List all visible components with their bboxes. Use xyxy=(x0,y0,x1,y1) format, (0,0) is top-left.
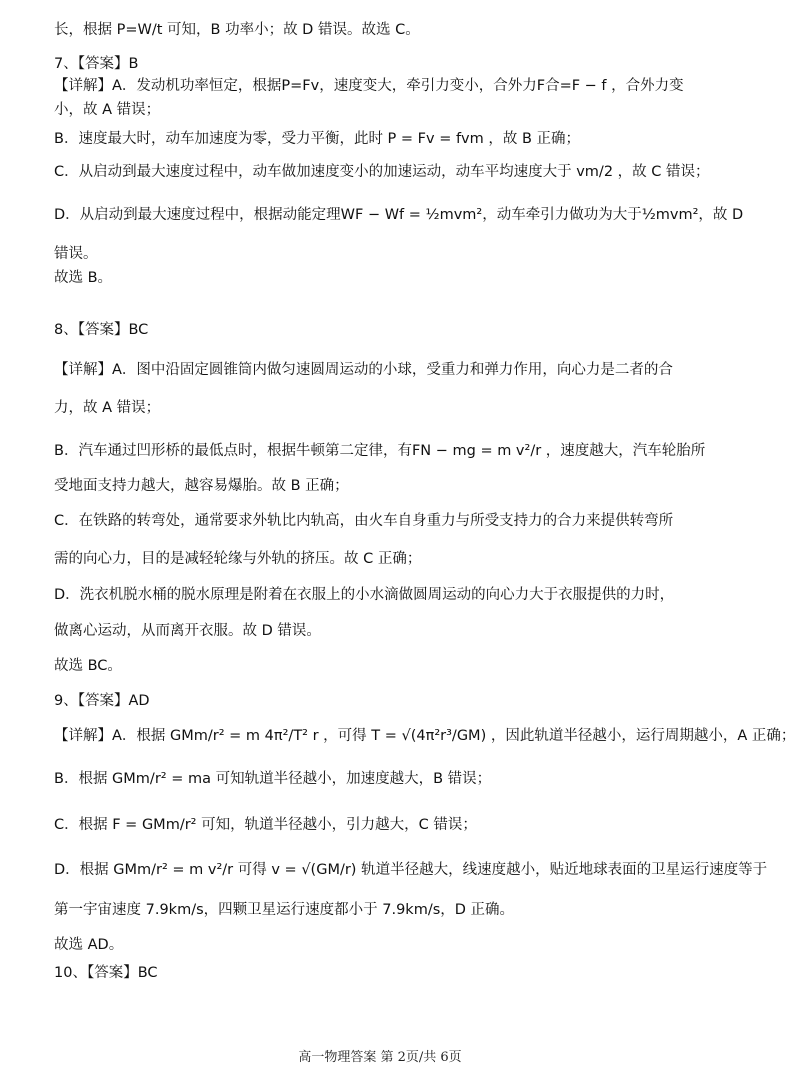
text-line: 受地面支持力越大，越容易爆胎。故 B 正确； xyxy=(54,478,349,494)
text-line: B．汽车通过凹形桥的最低点时，根据牛顿第二定律，有FN − mg = m v²/r ，速度越大，汽车轮胎所 xyxy=(54,443,706,459)
text-line: 故选 B。 xyxy=(54,270,113,286)
text-line: 错误。 xyxy=(54,246,98,262)
text-line: 故选 BC。 xyxy=(54,658,122,674)
answer-heading-10: 10、【答案】BC xyxy=(54,965,158,981)
text-line: D．洗衣机脱水桶的脱水原理是附着在衣服上的小水滴做圆周运动的向心力大于衣服提供的力时， xyxy=(54,587,675,603)
text-line: C．根据 F = GMm/r² 可知，轨道半径越小，引力越大，C 错误； xyxy=(54,817,477,833)
text-line: C．从启动到最大速度过程中，动车做加速度变小的加速运动，动车平均速度大于 vm/2 ，故 C 错误； xyxy=(54,164,710,180)
text-line: 【详解】A．图中沿固定圆锥筒内做匀速圆周运动的小球，受重力和弹力作用，向心力是二者的合 xyxy=(54,362,673,378)
text-line: 故选 AD。 xyxy=(54,937,124,953)
text-line: 【详解】A．根据 GMm/r² = m 4π²/T² r ，可得 T = √(4π²r³/GM) ，因此轨道半径越小，运行周期越小，A 正确； xyxy=(54,728,795,744)
text-line: B．速度最大时，动车加速度为零，受力平衡，此时 P = Fv = fvm ，故 B 正确； xyxy=(54,131,581,147)
text-line: D．从启动到最大速度过程中，根据动能定理WF − Wf = ½mvm²，动车牵引力做功为大于½mvm²，故 D xyxy=(54,207,744,223)
text-line: 第一宇宙速度 7.9km/s，四颗卫星运行速度都小于 7.9km/s，D 正确。 xyxy=(54,902,515,918)
answer-heading-9: 9、【答案】AD xyxy=(54,693,150,709)
text-line: B．根据 GMm/r² = ma 可知轨道半径越小，加速度越大，B 错误； xyxy=(54,771,492,787)
text-line: C．在铁路的转弯处，通常要求外轨比内轨高，由火车自身重力与所受支持力的合力来提供转弯所 xyxy=(54,513,674,529)
answer-heading-8: 8、【答案】BC xyxy=(54,322,149,338)
text-line: 需的向心力，目的是减轻轮缘与外轨的挤压。故 C 正确； xyxy=(54,551,422,567)
text-line: D．根据 GMm/r² = m v²/r 可得 v = √(GM/r) 轨道半径越大，线速度越小，贴近地球表面的卫星运行速度等于 xyxy=(54,862,768,878)
answer-heading-7: 7、【答案】B xyxy=(54,56,139,72)
text-line: 做离心运动，从而离开衣服。故 D 错误。 xyxy=(54,623,321,639)
text-line: 长，根据 P=W/t 可知，B 功率小；故 D 错误。故选 C。 xyxy=(54,22,420,38)
text-line: 【详解】A．发动机功率恒定，根据P=Fv，速度变大，牵引力变小，合外力F合=F − f ，合外力变 xyxy=(54,78,684,94)
text-line: 小，故 A 错误； xyxy=(54,102,161,118)
page-footer: 高一物理答案 第 2页/共 6页 xyxy=(298,1050,462,1065)
text-line: 力，故 A 错误； xyxy=(54,400,161,416)
